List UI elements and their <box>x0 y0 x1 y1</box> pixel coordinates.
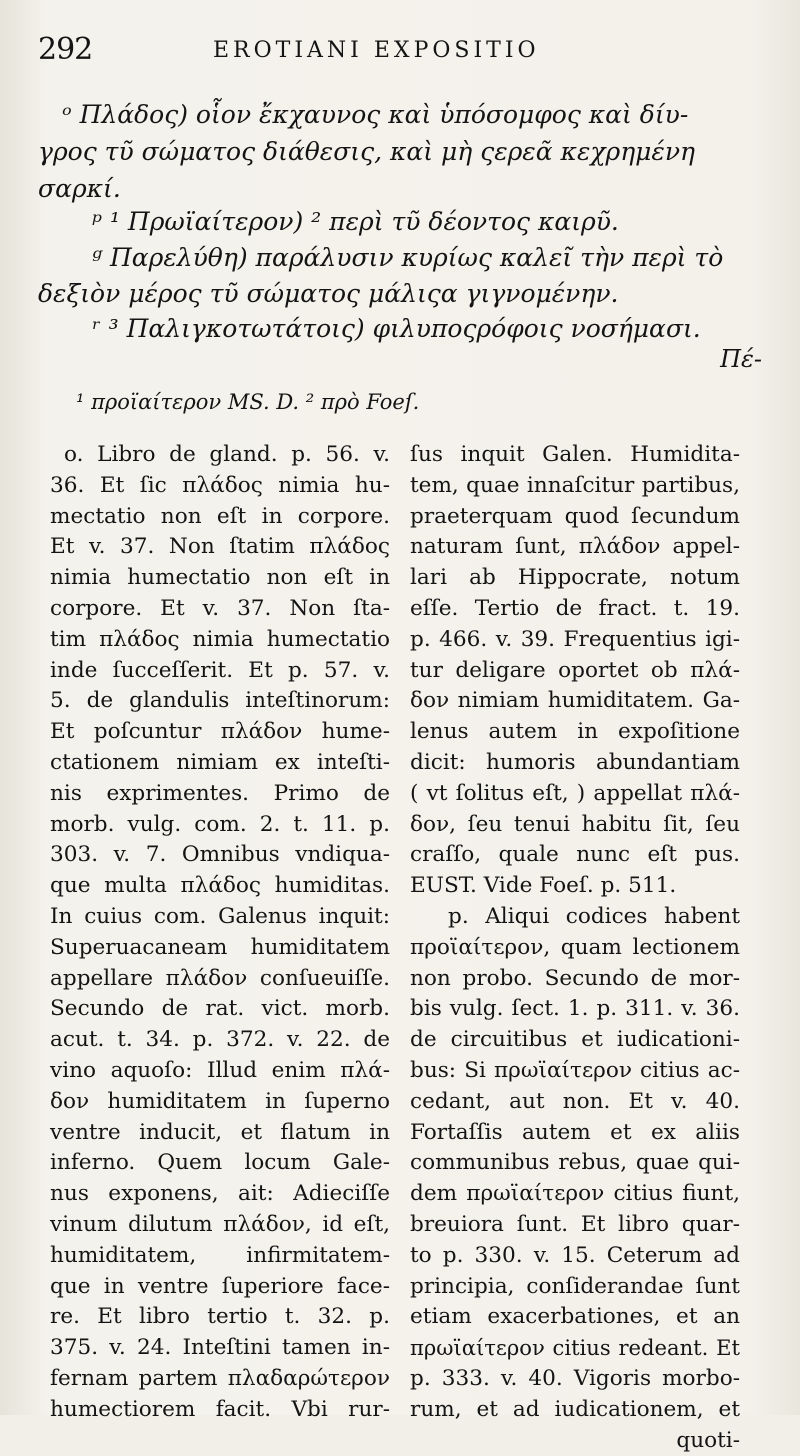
text-line: morb. vulg. com. 2. t. 11. p. <box>50 810 390 841</box>
gloss-line: σαρκί. <box>38 174 121 203</box>
gloss-line: γρος τῦ σώματος διάθεσις, καὶ μὴ ςερεᾶ κεχρημένη <box>38 137 695 166</box>
text-line: lari ab Hippocrate, notum <box>410 563 740 594</box>
text-line: 375. v. 24. Inteſtini tamen in- <box>50 1333 390 1364</box>
text-line: 5. de glandulis inteſtinorum: <box>50 686 390 717</box>
text-line: naturam ſunt, πλάδον appel- <box>410 532 740 563</box>
text-line: communibus rebus, quae qui- <box>410 1148 740 1179</box>
text-line: nus exponens, ait: Adieciſſe <box>50 1179 390 1210</box>
text-line: Et poſcuntur πλάδον hume- <box>50 717 390 748</box>
text-line: breuiora ſunt. Et libro quar- <box>410 1210 740 1241</box>
text-line: eſſe. Tertio de fract. t. 19. <box>410 594 740 625</box>
text-line: δον, ſeu tenui habitu ſit, ſeu <box>410 810 740 841</box>
left-column <box>50 440 390 1426</box>
gloss-line: δεξιὸν μέρος τῦ σώματος μάλιςα γιγνομένην. <box>38 279 619 308</box>
text-line: ventre inducit, et flatum in <box>50 1118 390 1149</box>
gloss-line: ʳ ³ Παλιγκοτωτάτοις) φιλυποςρόφοις νοσήμασι. <box>92 314 701 343</box>
catchword: Πέ- <box>720 345 762 373</box>
text-line: tur deligare oportet ob πλά- <box>410 656 740 687</box>
text-line: fernam partem πλαδαρώτερον <box>50 1364 390 1395</box>
text-line: tem, quae innaſcitur partibus, <box>410 471 740 502</box>
text-line: rum, et ad iudicationem, et <box>410 1395 740 1426</box>
text-line: que in ventre ſuperiore face- <box>50 1272 390 1303</box>
text-line: o. Libro de gland. p. 56. v. <box>50 440 390 471</box>
text-line: non probo. Secundo de mor- <box>410 964 740 995</box>
text-line: mectatio non eſt in corpore. <box>50 502 390 533</box>
text-line: vino aquoſo: Illud enim πλά- <box>50 1056 390 1087</box>
text-line: προϊαίτερον, quam lectionem <box>410 933 740 964</box>
text-line: corpore. Et v. 37. Non ſta- <box>50 594 390 625</box>
text-line: p. 333. v. 40. Vigoris morbo- <box>410 1364 740 1395</box>
text-line: Fortaſſis autem et ex aliis <box>410 1118 740 1149</box>
text-line: cedant, aut non. Et v. 40. <box>410 1087 740 1118</box>
text-line: p. 466. v. 39. Frequentius igi- <box>410 625 740 656</box>
text-line: re. Et libro tertio t. 32. p. <box>50 1302 390 1333</box>
text-line: dicit: humoris abundantiam <box>410 748 740 779</box>
text-line: πρωϊαίτερον citius redeant. Et <box>410 1333 740 1364</box>
text-line: to p. 330. v. 15. Ceterum ad <box>410 1241 740 1272</box>
gloss-line: ᵒ Πλάδος) οἷον ἔκχαυνος καὶ ὑπόσομφος καὶ δίυ- <box>62 100 688 129</box>
text-line: ctationem nimiam ex inteſti- <box>50 748 390 779</box>
text-line: Superuacaneam humiditatem <box>50 933 390 964</box>
right-column <box>410 440 740 1456</box>
text-line: p. Aliqui codices habent <box>410 902 740 933</box>
text-line: inde ſucceſſerit. Et p. 57. v. <box>50 656 390 687</box>
text-line: humiditatem, infirmitatem- <box>50 1241 390 1272</box>
text-line: δον nimiam humiditatem. Ga- <box>410 686 740 717</box>
text-line: dem πρωϊαίτερον citius fiunt, <box>410 1179 740 1210</box>
text-line: vinum dilutum πλάδον, id eſt, <box>50 1210 390 1241</box>
text-line: inferno. Quem locum Gale- <box>50 1148 390 1179</box>
text-line: acut. t. 34. p. 372. v. 22. de <box>50 1025 390 1056</box>
text-line: principia, conſiderandae ſunt <box>410 1272 740 1303</box>
catchword-bottom: quoti- <box>410 1426 740 1456</box>
gloss-line: ᵍ Παρελύθη) παράλυσιν κυρίως καλεῖ τὴν περὶ τὸ <box>92 243 723 272</box>
text-line: humectiorem facit. Vbi rur- <box>50 1395 390 1426</box>
running-title: EROTIANI EXPOSITIO <box>213 38 540 63</box>
page-number: 292 <box>38 32 92 67</box>
text-line: EUST. Vide Foeſ. p. 511. <box>410 871 740 902</box>
text-line: appellare πλάδον conſueuiſſe. <box>50 964 390 995</box>
text-line: que multa πλάδος humiditas. <box>50 871 390 902</box>
text-line: ſus inquit Galen. Humidita- <box>410 440 740 471</box>
text-line: praeterquam quod ſecundum <box>410 502 740 533</box>
text-line: δον humiditatem in ſuperno <box>50 1087 390 1118</box>
gloss-line: ᵖ ¹ Πρωϊαίτερον) ² περὶ τῦ δέοντος καιρῦ. <box>92 207 619 236</box>
text-line: ( vt ſolitus eſt, ) appellat πλά- <box>410 779 740 810</box>
text-line: bis vulg. ſect. 1. p. 311. v. 36. <box>410 994 740 1025</box>
page-header <box>38 32 768 72</box>
text-line: etiam exacerbationes, et an <box>410 1302 740 1333</box>
text-line: Et v. 37. Non ſtatim πλάδος <box>50 532 390 563</box>
text-line: nis exprimentes. Primo de <box>50 779 390 810</box>
text-line: bus: Si πρωϊαίτερον citius ac- <box>410 1056 740 1087</box>
text-line: tim πλάδος nimia humectatio <box>50 625 390 656</box>
text-line: nimia humectatio non eſt in <box>50 563 390 594</box>
text-line: craſſo, quale nunc eſt pus. <box>410 840 740 871</box>
text-line: de circuitibus et iudicationi- <box>410 1025 740 1056</box>
text-line: lenus autem in expoſitione <box>410 717 740 748</box>
text-line: 303. v. 7. Omnibus vndiqua- <box>50 840 390 871</box>
text-line: In cuius com. Galenus inquit: <box>50 902 390 933</box>
text-line: 36. Et ſic πλάδος nimia hu- <box>50 471 390 502</box>
footnote: ¹ προϊαίτερον MS. D. ² πρὸ Foeſ. <box>76 390 419 414</box>
text-line: Secundo de rat. vict. morb. <box>50 994 390 1025</box>
